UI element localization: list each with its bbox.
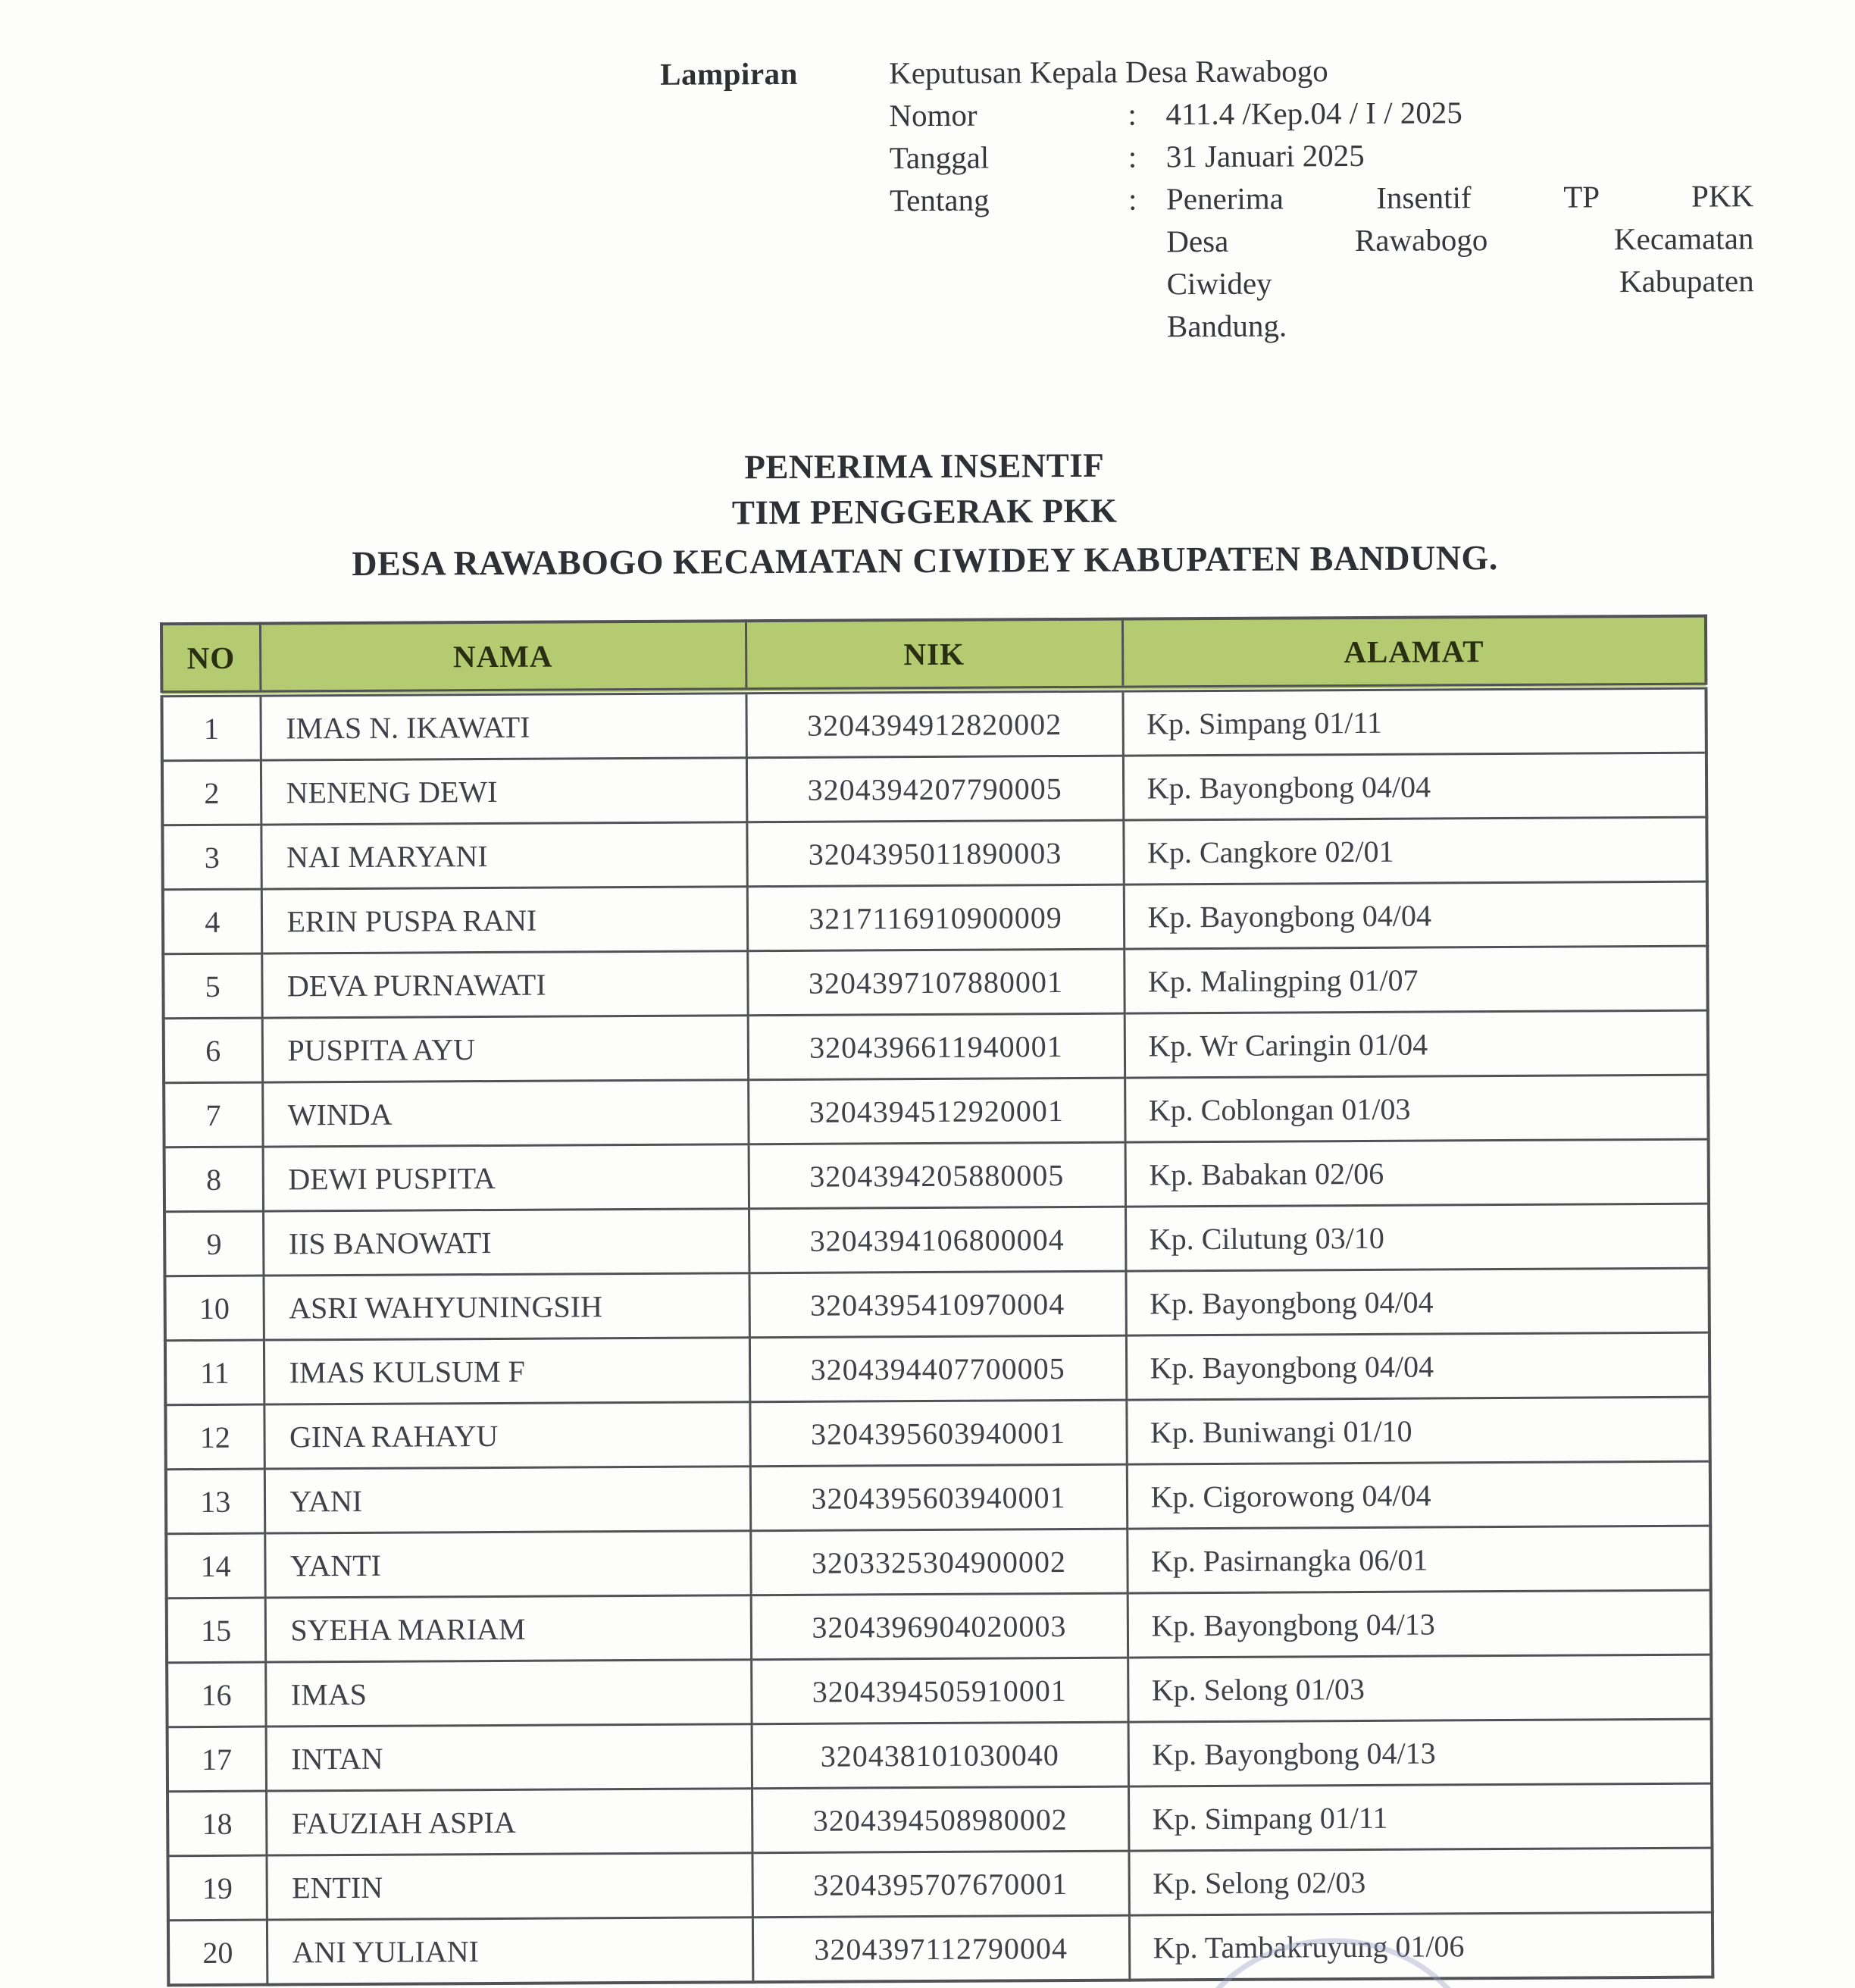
cell-no: 6 — [164, 1018, 262, 1083]
field-label: Nomor — [889, 97, 978, 133]
cell-alamat: Kp. Cilutung 03/10 — [1125, 1204, 1709, 1271]
cell-alamat: Kp. Bayongbong 04/04 — [1125, 1268, 1709, 1335]
field-value — [1166, 132, 1753, 177]
cell-nama: ENTIN — [266, 1853, 752, 1920]
table-row — [167, 1590, 1711, 1663]
cell-nik: 3204394508980002 — [752, 1786, 1128, 1853]
table-row — [164, 1075, 1708, 1147]
cell-no: 14 — [166, 1533, 264, 1598]
cell-nik: 3203325304900002 — [750, 1529, 1127, 1595]
document-title — [0, 439, 1853, 589]
cell-nik: 3204394505910001 — [751, 1658, 1128, 1724]
cell-nik: 3204396611940001 — [748, 1013, 1125, 1080]
cell-alamat: Kp. Bayongbong 04/04 — [1124, 881, 1707, 949]
lampiran-label: Lampiran — [660, 55, 798, 92]
title-line-3: DESA RAWABOGO KECAMATAN CIWIDEY KABUPATEN BANDUNG. — [352, 538, 1498, 583]
cell-nama: WINDA — [262, 1080, 748, 1147]
cell-no: 17 — [167, 1727, 266, 1792]
cell-nik: 3204395603940001 — [750, 1464, 1127, 1531]
cell-alamat: Kp. Selong 01/03 — [1128, 1655, 1711, 1722]
recipient-table-body — [161, 686, 1713, 1985]
field-value — [1165, 89, 1753, 135]
table-row — [166, 1526, 1710, 1598]
table-row — [165, 1397, 1710, 1470]
cell-alamat: Kp. Babakan 02/06 — [1125, 1139, 1709, 1207]
cell-nik: 320438101030040 — [752, 1722, 1128, 1789]
cell-nama: INTAN — [266, 1724, 752, 1791]
cell-nama: IMAS KULSUM F — [264, 1338, 749, 1404]
table-header-row — [161, 616, 1706, 694]
field-label: Tentang — [889, 182, 990, 218]
column-header-nama: NAMA — [260, 621, 746, 693]
cell-alamat: Kp. Cigorowong 04/04 — [1127, 1461, 1710, 1529]
cell-nik: 3204394407700005 — [749, 1335, 1126, 1402]
cell-no: 4 — [163, 889, 261, 954]
cell-alamat: Kp. Coblongan 01/03 — [1125, 1075, 1708, 1142]
cell-nik: 3204396904020003 — [751, 1593, 1128, 1660]
cell-no: 18 — [167, 1791, 266, 1856]
field-row-tentang — [890, 174, 1785, 349]
cell-nik: 3204395707670001 — [752, 1851, 1128, 1918]
table-row — [162, 817, 1706, 890]
cell-alamat: Kp. Simpang 01/11 — [1128, 1783, 1712, 1851]
table-row — [162, 753, 1706, 825]
table-row — [164, 1268, 1709, 1341]
field-value-line: 411.4 /Kep.04 / I / 2025 — [1165, 95, 1462, 132]
table-row — [168, 1912, 1713, 1985]
cell-no: 5 — [163, 953, 261, 1019]
cell-no: 7 — [164, 1082, 262, 1147]
cell-nama: YANTI — [264, 1531, 750, 1598]
table-row — [167, 1783, 1712, 1856]
cell-no: 1 — [161, 693, 260, 761]
cell-nik: 3204394207790005 — [746, 756, 1123, 822]
cell-nik: 3204394512920001 — [748, 1078, 1125, 1144]
field-value-line: Bandung. — [1166, 308, 1287, 344]
cell-nik: 3217116910900009 — [747, 884, 1124, 951]
field-value — [1166, 174, 1754, 347]
cell-no: 19 — [167, 1855, 266, 1921]
cell-nik: 3204395603940001 — [749, 1400, 1126, 1467]
cell-nama: NENENG DEWI — [261, 758, 746, 825]
field-row-nomor — [889, 89, 1783, 136]
cell-no: 9 — [164, 1211, 263, 1276]
cell-alamat: Kp. Buniwangi 01/10 — [1126, 1397, 1710, 1464]
cell-nama: FAUZIAH ASPIA — [266, 1789, 752, 1855]
cell-no: 20 — [168, 1920, 267, 1985]
cell-nama: YANI — [264, 1467, 750, 1533]
cell-alamat: Kp. Tambakruyung 01/06 — [1129, 1912, 1713, 1980]
cell-nama: IMAS N. IKAWATI — [260, 691, 746, 760]
cell-nik: 3204394106800004 — [749, 1207, 1125, 1273]
column-header-no: NO — [161, 624, 260, 694]
field-colon: : — [1128, 139, 1137, 174]
cell-alamat: Kp. Bayongbong 04/04 — [1126, 1332, 1710, 1400]
cell-nik: 3204397107880001 — [747, 949, 1124, 1016]
field-value-line: Ciwidey Kabupaten — [1166, 263, 1754, 302]
field-value-line: Penerima Insentif TP PKK — [1165, 178, 1754, 217]
cell-nik: 3204394912820002 — [746, 689, 1122, 758]
column-header-alamat: ALAMAT — [1122, 616, 1706, 690]
table-row — [163, 946, 1707, 1019]
cell-alamat: Kp. Bayongbong 04/13 — [1128, 1590, 1711, 1658]
cell-alamat: Kp. Cangkore 02/01 — [1123, 817, 1706, 884]
cell-nik: 3204394205880005 — [749, 1142, 1125, 1209]
cell-nama: NAI MARYANI — [261, 822, 746, 889]
decree-title-line: Keputusan Kepala Desa Rawabogo — [889, 53, 1328, 91]
cell-no: 12 — [165, 1404, 264, 1470]
cell-no: 10 — [164, 1276, 263, 1341]
decree-info — [889, 47, 1785, 349]
cell-no: 2 — [162, 760, 261, 825]
table-row — [167, 1655, 1711, 1727]
cell-alamat: Kp. Selong 02/03 — [1128, 1848, 1712, 1915]
table-row — [166, 1461, 1710, 1534]
cell-nama: IMAS — [265, 1660, 751, 1727]
cell-nik: 3204397112790004 — [752, 1915, 1129, 1982]
cell-nik: 3204395011890003 — [746, 820, 1123, 887]
field-value-line: Desa Rawabogo Kecamatan — [1166, 221, 1754, 259]
title-line-1: PENERIMA INSENTIF — [744, 446, 1105, 487]
lampiran-block — [660, 47, 1785, 350]
field-value-line: 31 Januari 2025 — [1165, 137, 1365, 174]
recipient-table — [160, 615, 1714, 1987]
cell-no: 16 — [167, 1662, 265, 1727]
cell-nama: DEWI PUSPITA — [263, 1144, 749, 1211]
table-row — [164, 1204, 1709, 1276]
cell-nama: ERIN PUSPA RANI — [261, 887, 747, 953]
cell-alamat: Kp. Bayongbong 04/13 — [1128, 1719, 1712, 1786]
field-colon: : — [1128, 96, 1137, 132]
table-row — [167, 1848, 1712, 1921]
cell-alamat: Kp. Wr Caringin 01/04 — [1125, 1010, 1708, 1078]
cell-nama: GINA RAHAYU — [264, 1402, 749, 1469]
cell-no: 3 — [162, 825, 261, 890]
cell-alamat: Kp. Bayongbong 04/04 — [1123, 753, 1706, 820]
decree-fields — [889, 89, 1785, 349]
cell-alamat: Kp. Pasirnangka 06/01 — [1127, 1526, 1710, 1593]
cell-no: 13 — [166, 1469, 264, 1534]
cell-nama: DEVA PURNAWATI — [261, 951, 747, 1018]
cell-nama: ANI YULIANI — [267, 1918, 752, 1985]
table-row — [164, 1010, 1708, 1083]
cell-alamat: Kp. Malingping 01/07 — [1124, 946, 1707, 1013]
cell-alamat: Kp. Simpang 01/11 — [1122, 686, 1706, 756]
cell-no: 11 — [165, 1340, 264, 1405]
cell-no: 15 — [167, 1598, 265, 1663]
field-label: Tanggal — [889, 139, 990, 176]
column-header-nik: NIK — [746, 619, 1122, 691]
cell-nama: IIS BANOWATI — [263, 1209, 749, 1276]
field-row-tanggal — [890, 132, 1784, 179]
field-colon: : — [1128, 181, 1137, 217]
cell-nama: SYEHA MARIAM — [265, 1595, 751, 1662]
table-row — [164, 1139, 1709, 1212]
cell-no: 8 — [164, 1147, 263, 1212]
cell-nama: PUSPITA AYU — [262, 1016, 748, 1082]
cell-nama: ASRI WAHYUNINGSIH — [263, 1273, 749, 1340]
cell-nik: 3204395410970004 — [749, 1271, 1125, 1338]
table-row — [161, 686, 1706, 761]
title-line-2: TIM PENGGERAK PKK — [731, 491, 1118, 532]
table-row — [165, 1332, 1710, 1405]
table-row — [167, 1719, 1712, 1792]
table-row — [163, 881, 1707, 954]
